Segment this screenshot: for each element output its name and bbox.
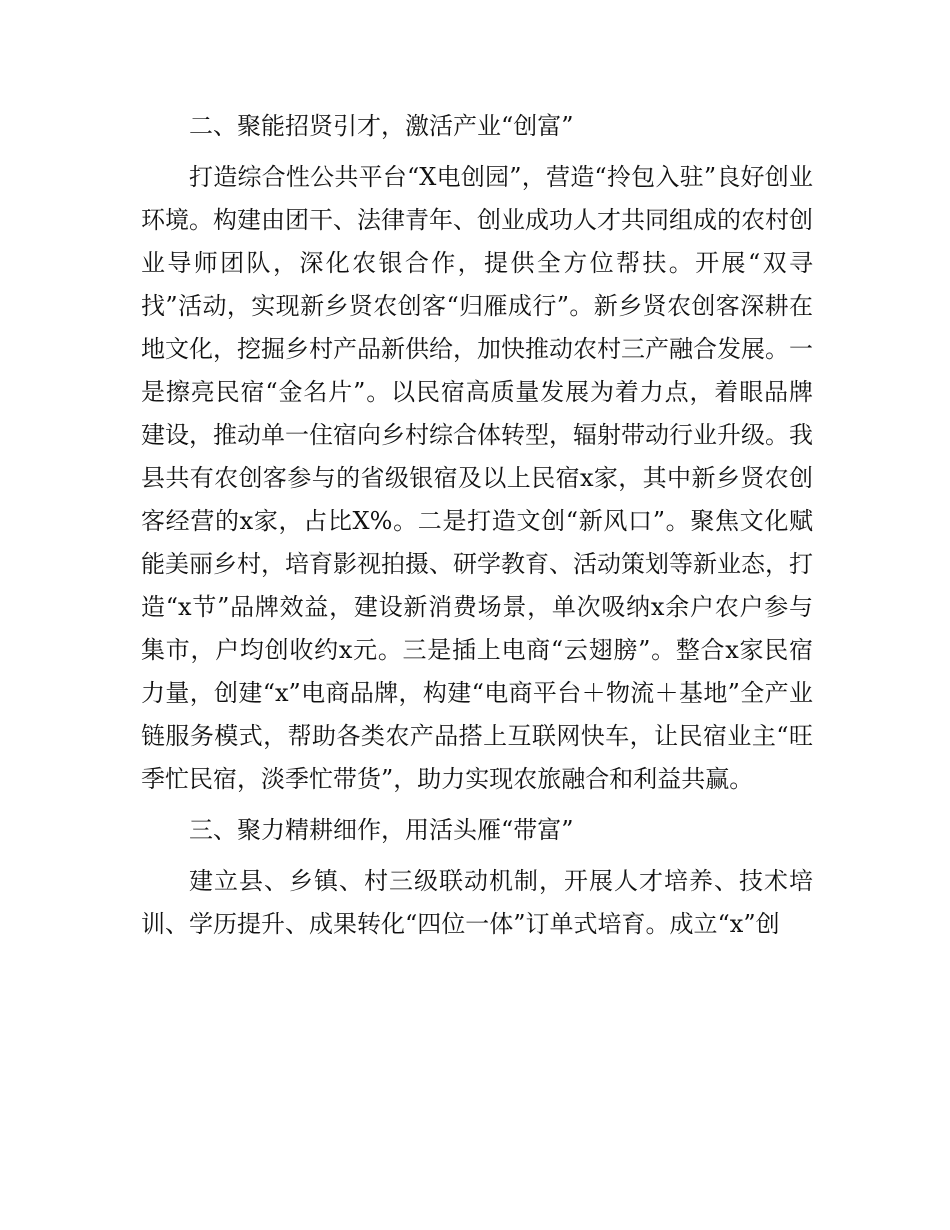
section-paragraph-3: 建立县、乡镇、村三级联动机制，开展人才培养、技术培训、学历提升、成果转化“四位一体”订单式培育。成立“x”创: [141, 867, 813, 938]
section-heading-2: 二、聚能招贤引才，激活产业“创富”: [189, 112, 574, 140]
document-body: [141, 105, 813, 954]
section-paragraph-2: 打造综合性公共平台“X电创园”，营造“拎包入驻”良好创业环境。构建由团干、法律青年、创业成功人才共同组成的农村创业导师团队，深化农银合作，提供全方位帮扶。开展“双寻找”活动，实现新乡贤农创客“归雁成行”。新乡贤农创客深耕在地文化，挖掘乡村产品新供给，加快推动农村三产融合发展。一是擦亮民宿“金名片”。以民宿高质量发展为着力点，着眼品牌建设，推动单一住宿向乡村综合体转型，辐射带动行业升级。我县共有农创客参与的省级银宿及以上民宿x家，其中新乡贤农创客经营的x家，占比X%。二是打造文创“新风口”。聚焦文化赋能美丽乡村，培育影视拍摄、研学教育、活动策划等新业态，打造“x节”品牌效益，建设新消费场景，单次吸纳x余户农户参与集市，户均创收约x元。三是插上电商“云翅膀”。整合x家民宿力量，创建“x”电商品牌，构建“电商平台＋物流＋基地”全产业链服务模式，帮助各类农产品搭上互联网快车，让民宿业主“旺季忙民宿，淡季忙带货”，助力实现农旅融合和利益共赢。: [141, 163, 813, 793]
section-heading-3: 三、聚力精耕细作，用活头雁“带富”: [189, 816, 574, 844]
